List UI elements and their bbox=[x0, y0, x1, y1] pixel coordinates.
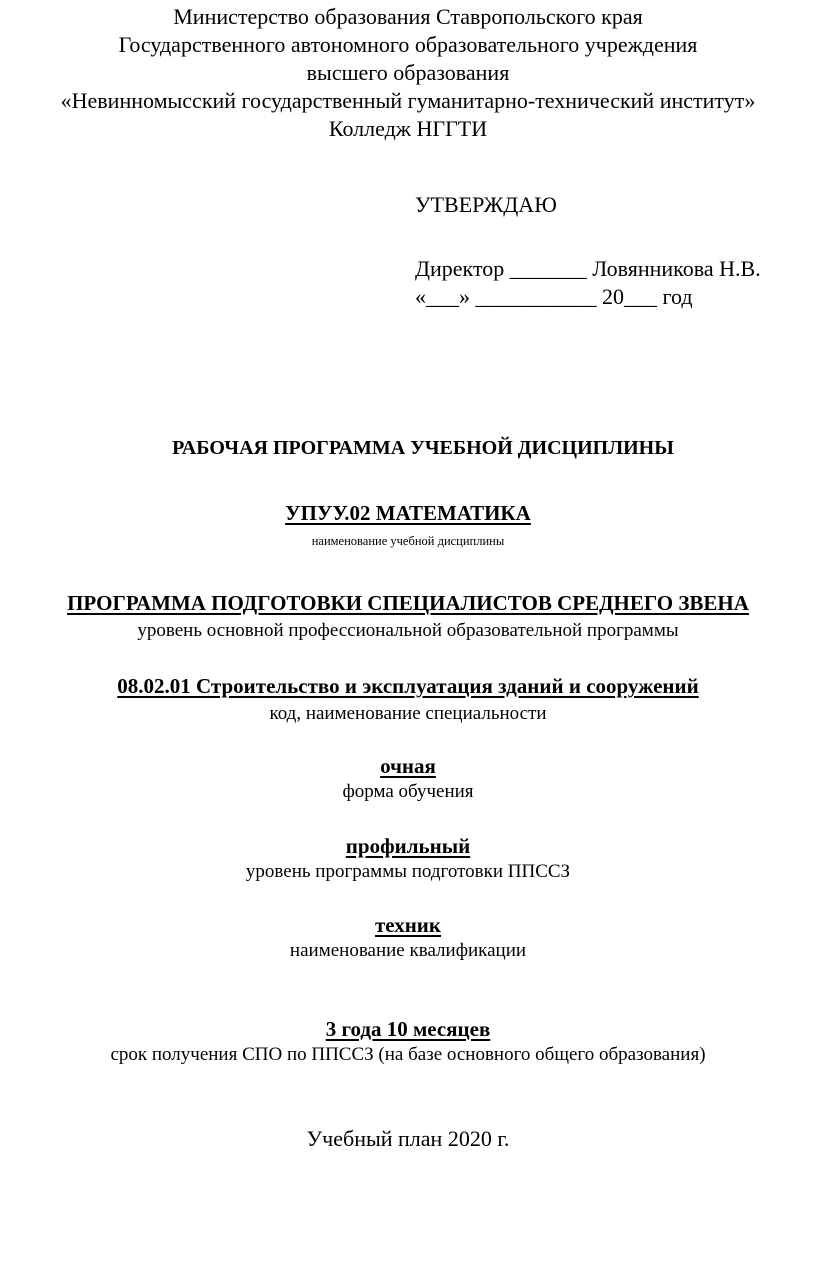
qualification-block bbox=[0, 915, 816, 936]
study-form-block bbox=[0, 756, 816, 777]
ministry-line: Министерство образования Ставропольского края bbox=[173, 4, 643, 29]
specialty-caption: код, наименование специальности bbox=[269, 703, 547, 724]
institution-type-line: Государственного автономного образовательного учреждения bbox=[118, 32, 698, 57]
program-level-caption: уровень программы подготовки ППССЗ bbox=[245, 861, 571, 882]
education-level-line: высшего образования bbox=[306, 60, 510, 85]
institute-name-line: «Невинномысский государственный гуманитарно-технический институт» bbox=[60, 88, 756, 113]
discipline-caption: наименование учебной дисциплины bbox=[311, 534, 505, 548]
program-level-value: профильный bbox=[345, 834, 471, 858]
specialty-block bbox=[0, 676, 816, 697]
program-name: ПРОГРАММА ПОДГОТОВКИ СПЕЦИАЛИСТОВ СРЕДНЕГО ЗВЕНА bbox=[67, 591, 749, 615]
discipline-name: УПУУ.02 МАТЕМАТИКА bbox=[285, 501, 531, 525]
duration-block bbox=[0, 1019, 816, 1040]
qualification-value: техник bbox=[374, 913, 441, 937]
study-form-caption: форма обучения bbox=[342, 781, 474, 802]
program-caption: уровень основной профессиональной образовательной программы bbox=[137, 620, 679, 641]
program-level-block bbox=[0, 836, 816, 857]
college-line: Колледж НГГТИ bbox=[328, 116, 488, 141]
duration-value: 3 года 10 месяцев bbox=[325, 1017, 491, 1041]
approve-heading: УТВЕРЖДАЮ bbox=[415, 192, 557, 217]
discipline-block bbox=[0, 503, 816, 524]
document-title: РАБОЧАЯ ПРОГРАММА УЧЕБНОЙ ДИСЦИПЛИНЫ bbox=[172, 437, 674, 459]
qualification-caption: наименование квалификации bbox=[289, 940, 527, 961]
duration-caption: срок получения СПО по ППССЗ (на базе основного общего образования) bbox=[110, 1044, 706, 1065]
approval-date-line: «___» ___________ 20___ год bbox=[415, 284, 693, 309]
study-plan-line: Учебный план 2020 г. bbox=[306, 1126, 510, 1151]
director-signature-line: Директор _______ Ловянникова Н.В. bbox=[415, 256, 761, 281]
study-form-value: очная bbox=[380, 754, 436, 778]
specialty-name: 08.02.01 Строительство и эксплуатация зданий и сооружений bbox=[117, 674, 699, 698]
program-block bbox=[0, 593, 816, 614]
